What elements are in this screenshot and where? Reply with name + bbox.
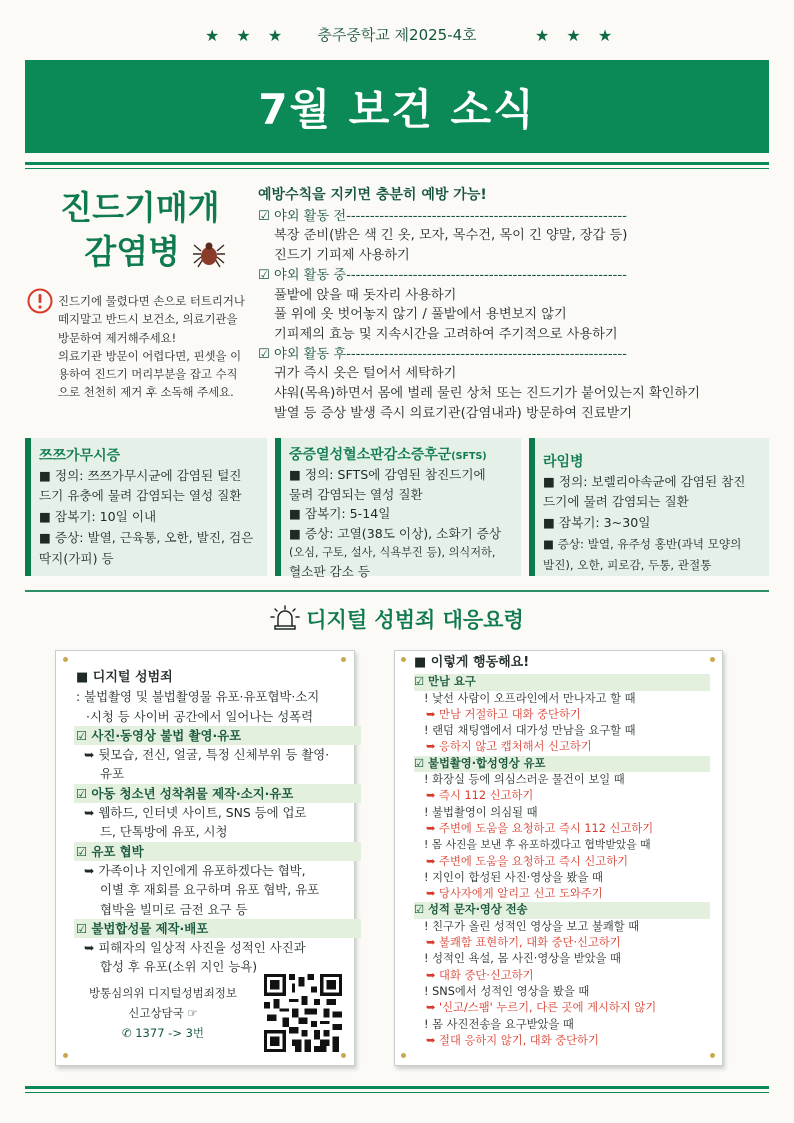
hotline-number: ✆ 1377 -> 3번 (121, 1026, 205, 1040)
after-activity-title: ☑ 야외 활동 후----------------------------------------------------------- (258, 346, 627, 362)
digital-crime-content: ■ 디지털 성범죄 : 불법촬영 및 불법촬영물 유포·유포협박·소지 ·시청 등 사이버 공간에서 일어나는 성폭력 ☑ 사진·동영상 불법 촬영·유포 ➥ 뒷모습, 전신, 얼굴, 특정 신체부위 등 촬영· 유포 ☑ 아동 청소년 성착취물 제작·소지·유포 ➥ 웹하드, 인터넷 사이트, SNS 등에 업로 드, 단톡방에 유포, 시청 ☑ 유포 협박 ➥ 가족이나 지인에게 유포하겠다는 협박, 이별 후 재회를 요구하며 유포 협박, 유포 협박을 빌미로 금전 요구 등 ☑ 불법합성물 제작·배포 ➥ 피해자의 일상적 사진을 성적인 사진과 합성 후 유포(소위 지인 능욕) (76, 668, 361, 977)
prevention-heading: 예방수칙을 지키면 충분히 예방 가능! (258, 187, 487, 203)
pin (401, 657, 406, 662)
star-icon: ★ ★ ★ (205, 26, 289, 45)
page-title: 7월 보건 소식 (25, 60, 769, 153)
before-activity-title: ☑ 야외 활동 전----------------------------------------------------------- (258, 208, 627, 224)
divider (25, 590, 769, 592)
divider (25, 1092, 769, 1093)
disease-box-lyme: 라임병 ■ 정의: 보렐리아속균에 감염된 참진 드기에 물려 감염되는 질환 ■ 잠복기: 3~30일 ■ 증상: 발열, 유주성 홍반(과녁 모양의 발진), 오한, 피로감, 두통, 관절통 (529, 438, 769, 576)
hotline-info: 방통심의위 디지털성범죄정보 신고상담국 ☞ ✆ 1377 -> 3번 (78, 983, 248, 1043)
disease-box-sfts: 중증열성혈소판감소증후군(SFTS) ■ 정의: SFTS에 감염된 참진드기에 물려 감염되는 열성 질환 ■ 잠복기: 5-14일 ■ 증상: 고열(38도 이상), 소화기 증상 (오심, 구토, 설사, 식욕부진 등), 의식저하, 혈소판 감소 등 (275, 438, 521, 576)
qr-code[interactable] (264, 974, 342, 1052)
tick-icon (192, 239, 226, 269)
warning-icon (27, 288, 53, 314)
pin (710, 1053, 715, 1058)
star-icon: ★ ★ ★ (535, 26, 619, 45)
disease-box-tsutsugamushi: 쯔쯔가무시증 ■ 정의: 쯔쯔가무시균에 감염된 털진 드기 유충에 물려 감염되는 열성 질환 ■ 잠복기: 10일 이내 ■ 증상: 발열, 근육통, 오한, 발진, 검은 딱지(가피) 등 (25, 438, 267, 576)
divider (25, 162, 769, 165)
tick-section-title: 진드기매개 감염병 (40, 186, 240, 274)
pin (401, 1053, 406, 1058)
pin (63, 657, 68, 662)
divider (25, 168, 769, 169)
pin (63, 1053, 68, 1058)
digital-section-title: 디지털 성범죄 대응요령 (0, 604, 794, 634)
prevention-rules: 예방수칙을 지키면 충분히 예방 가능! ☑ 야외 활동 전----------------------------------------------------------- 복장 준비(밝은 색 긴 옷, 모자, 목수건, 목이 긴 양말, 장갑 등) 진드기 기피제 사용하기 ☑ 야외 활동 중----------------------------------------------------------- 풀밭에 앉을 때 돗자리 사용하기 풀 위에 옷 벗어놓지 않기 / 풀밭에서 용변보지 않기 기피제의 효능 및 지속시간을 고려하여 주기적으로 사용하기 ☑ 야외 활동 후----------------------------------------------------------- 귀가 즉시 옷은 털어서 세탁하기 샤워(목욕)하면서 몸에 벌레 물린 상처 또는 진드기가 붙어있는지 확인하기 발열 등 증상 발생 즉시 의료기관(감염내과) 방문하여 진료받기 (258, 186, 758, 423)
divider (25, 1086, 769, 1089)
pin (341, 1053, 346, 1058)
pin (341, 657, 346, 662)
alarm-siren-icon (270, 604, 300, 632)
response-guide-content: ■ 이렇게 행동해요! ☑ 만남 요구 ! 낯선 사람이 오프라인에서 만나자고 할 때 ➥ 만남 거절하고 대화 중단하기 ! 랜덤 채팅앱에서 대가성 만남을 요구할 때 ➥ 응하지 않고 캡처해서 신고하기 ☑ 불법촬영·합성영상 유포 ! 화장실 등에 의심스러운 물건이 보일 때 ➥ 즉시 112 신고하기 ! 불법촬영이 의심될 때 ➥ 주변에 도움을 요청하고 즉시 112 신고하기 ! 몸 사진을 보낸 후 유포하겠다고 협박받았을 때 ➥ 주변에 도움을 요청하고 즉시 신고하기 ! 지인이 합성된 사진·영상을 봤을 때 ➥ 당사자에게 알리고 신고 도와주기 ☑ 성적 문자·영상 전송 ! 친구가 올린 성적인 영상을 보고 불쾌할 때 ➥ 불쾌함 표현하기, 대화 중단·신고하기 ! 성적인 욕설, 몸 사진·영상을 받았을 때 ➥ 대화 중단·신고하기 ! SNS에서 성적인 영상을 봤을 때 ➥ '신고/스팸' 누르기, 다른 곳에 게시하지 않기 ! 몸 사진전송을 요구받았을 때 ➥ 절대 응하지 않기, 대화 중단하기 (414, 655, 710, 1049)
during-activity-title: ☑ 야외 활동 중----------------------------------------------------------- (258, 267, 627, 283)
pin (710, 657, 715, 662)
issue-number: 충주중학교 제2025-4호 (317, 26, 477, 44)
tick-warning-text: 진드기에 물렸다면 손으로 터트리거나 떼지말고 반드시 보건소, 의료기관을 방문하여 제거해주세요! 의료기관 방문이 어렵다면, 핀셋을 이 용하여 진드기 머리부분을 잡고 수직 으로 천천히 제거 후 소독해 주세요. (58, 294, 245, 400)
